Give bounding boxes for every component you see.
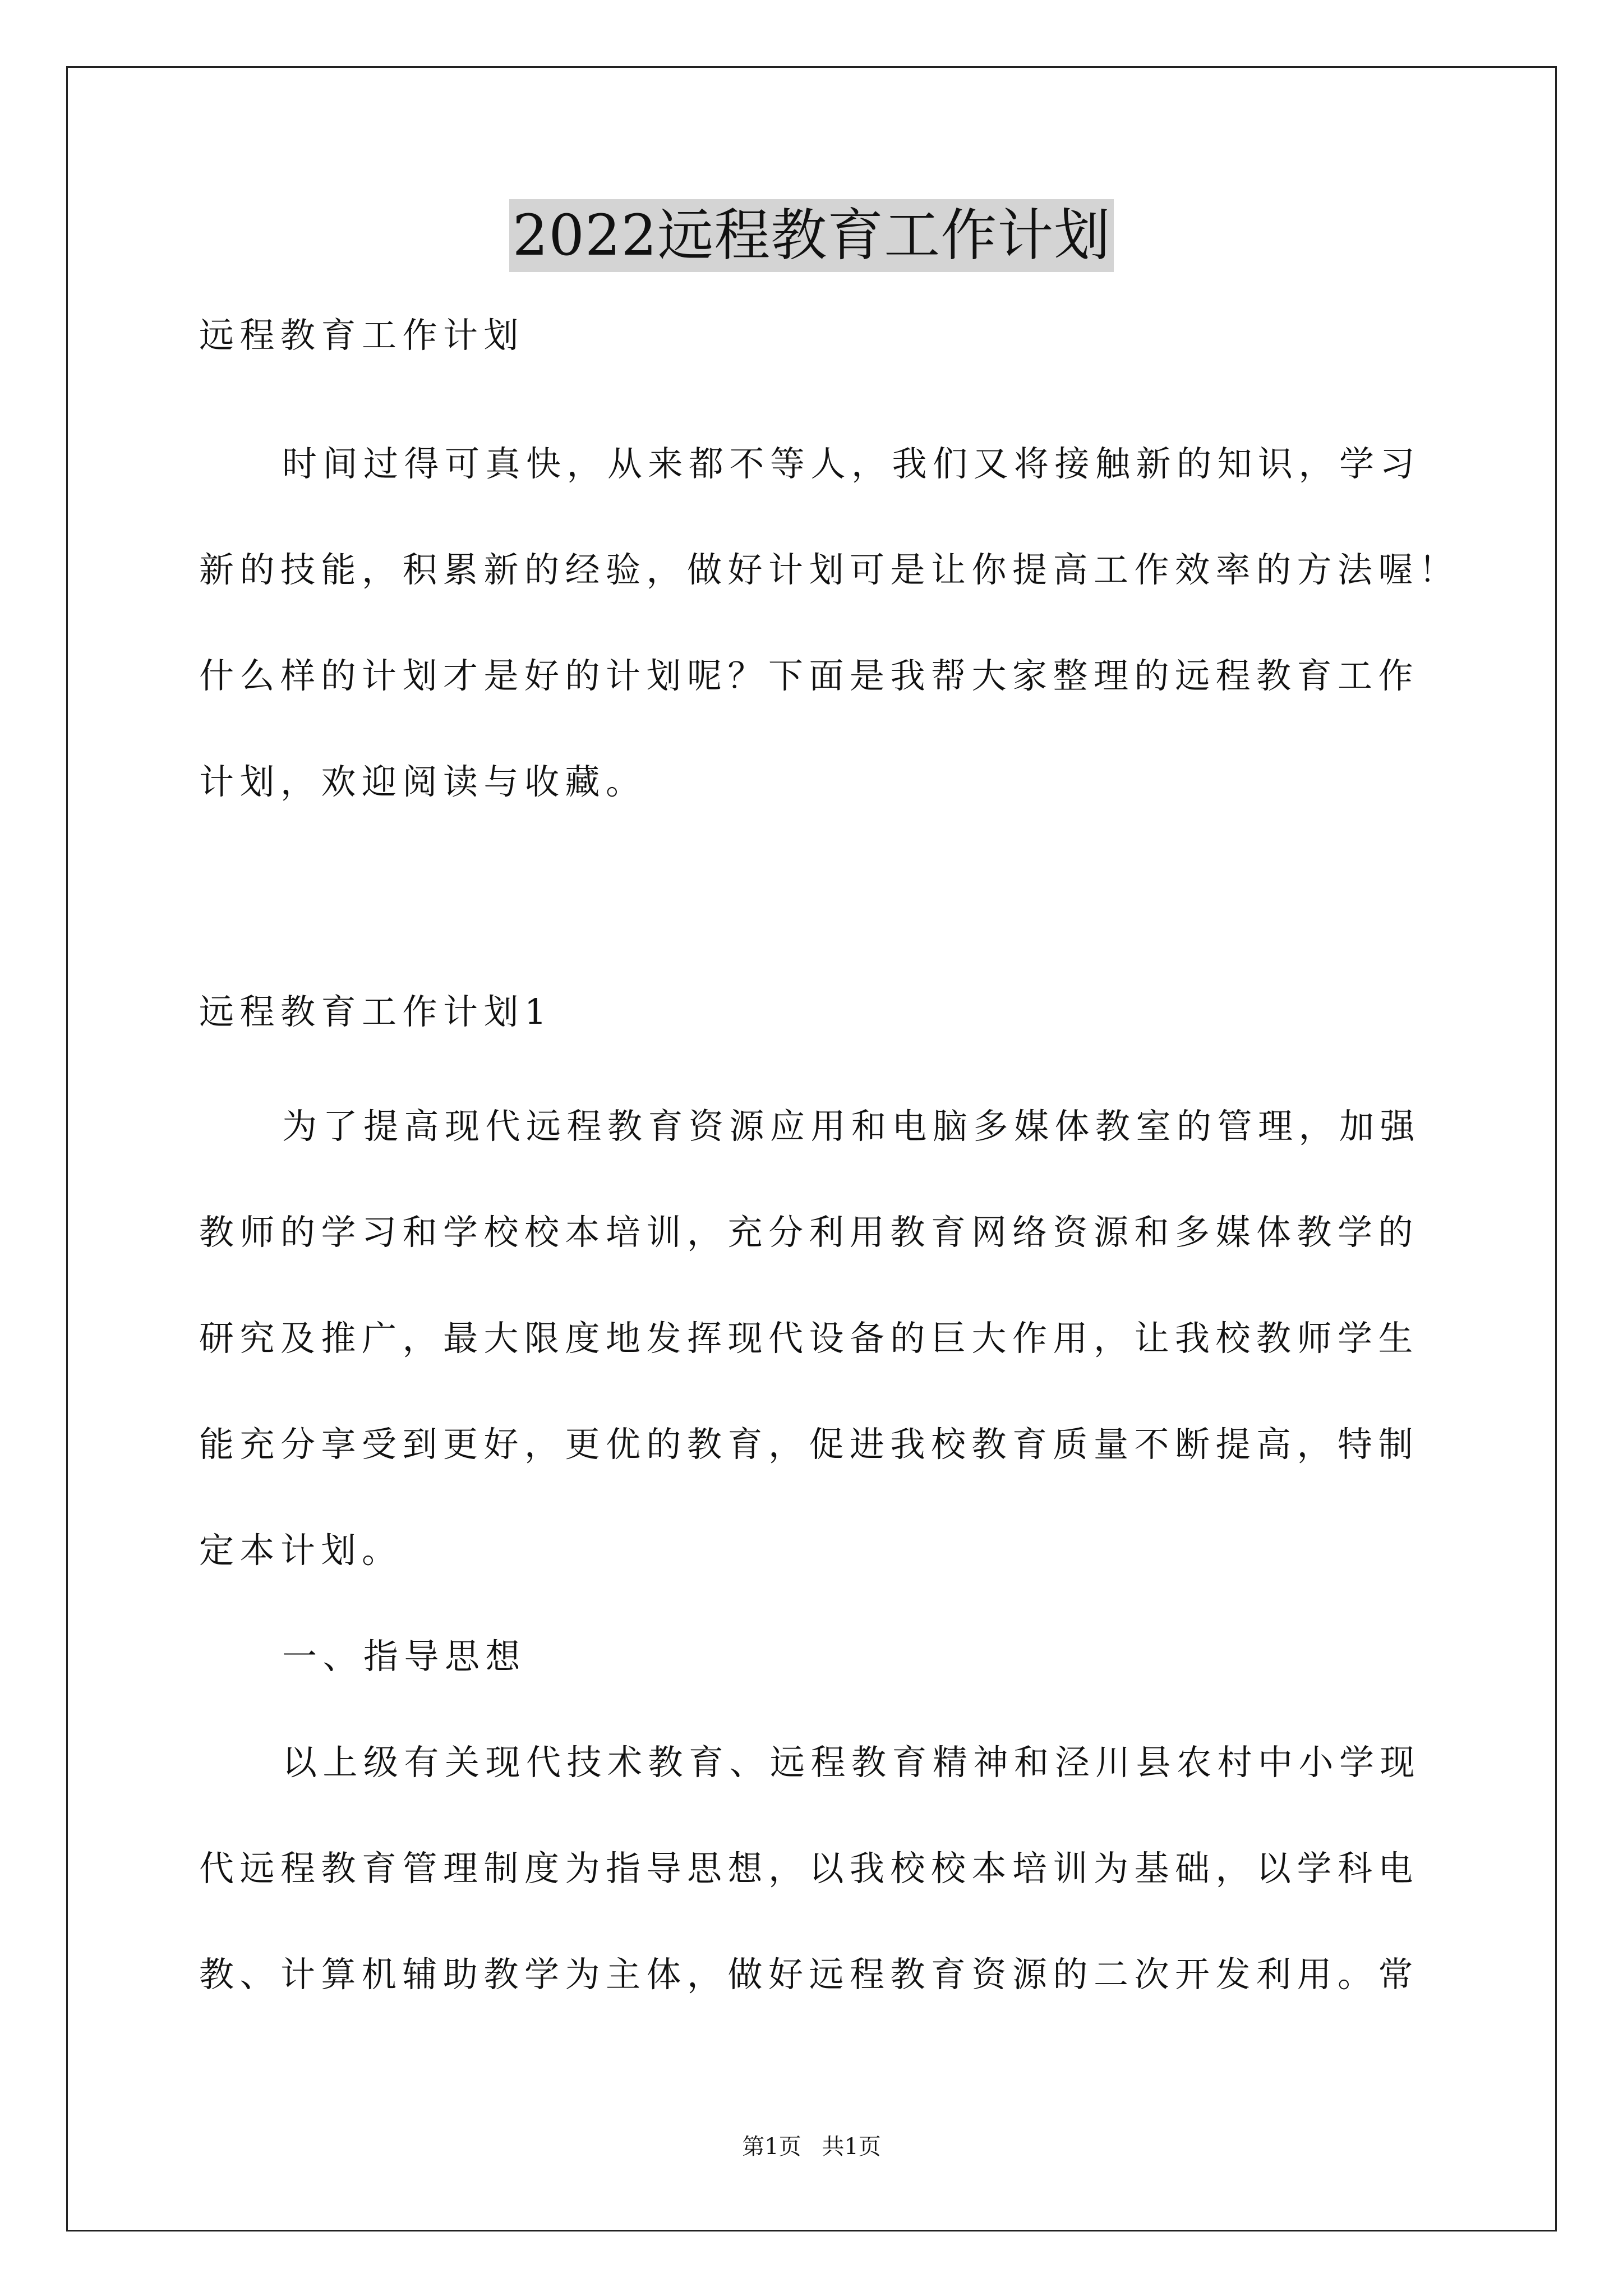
title-container: [0, 199, 1623, 272]
section-heading: 远程教育工作计划1: [199, 991, 552, 1032]
paragraph-line: 研究及推广，最大限度地发挥现代设备的巨大作用，让我校教师学生: [199, 1318, 1419, 1359]
paragraph-line: 能充分享受到更好，更优的教育，促进我校教育质量不断提高，特制: [199, 1424, 1419, 1465]
paragraph-line: 为了提高现代远程教育资源应用和电脑多媒体教室的管理，加强: [282, 1106, 1421, 1147]
page-border: [66, 66, 1557, 2231]
paragraph-line: 时间过得可真快，从来都不等人，我们又将接触新的知识，学习: [282, 443, 1421, 484]
paragraph-line: 什么样的计划才是好的计划呢？下面是我帮大家整理的远程教育工作: [199, 655, 1419, 696]
page-number: 第1页: [742, 2134, 801, 2160]
page-footer: [0, 2133, 1623, 2161]
page-count: 共1页: [822, 2134, 881, 2160]
subsection-heading: 一、指导思想: [282, 1636, 527, 1677]
paragraph-line: 定本计划。: [199, 1530, 403, 1571]
paragraph-line: 以上级有关现代技术教育、远程教育精神和泾川县农村中小学现: [282, 1742, 1421, 1783]
paragraph-line: 计划，欢迎阅读与收藏。: [199, 761, 647, 802]
paragraph-line: 教师的学习和学校校本培训，充分利用教育网络资源和多媒体教学的: [199, 1212, 1419, 1253]
paragraph-line: 教、计算机辅助教学为主体，做好远程教育资源的二次开发利用。常: [199, 1954, 1419, 1995]
section-heading: 远程教育工作计划: [199, 315, 525, 356]
paragraph-line: 新的技能，积累新的经验，做好计划可是让你提高工作效率的方法喔！: [199, 549, 1460, 590]
document-title: 2022远程教育工作计划: [509, 199, 1114, 272]
paragraph-line: 代远程教育管理制度为指导思想，以我校校本培训为基础，以学科电: [199, 1848, 1419, 1889]
